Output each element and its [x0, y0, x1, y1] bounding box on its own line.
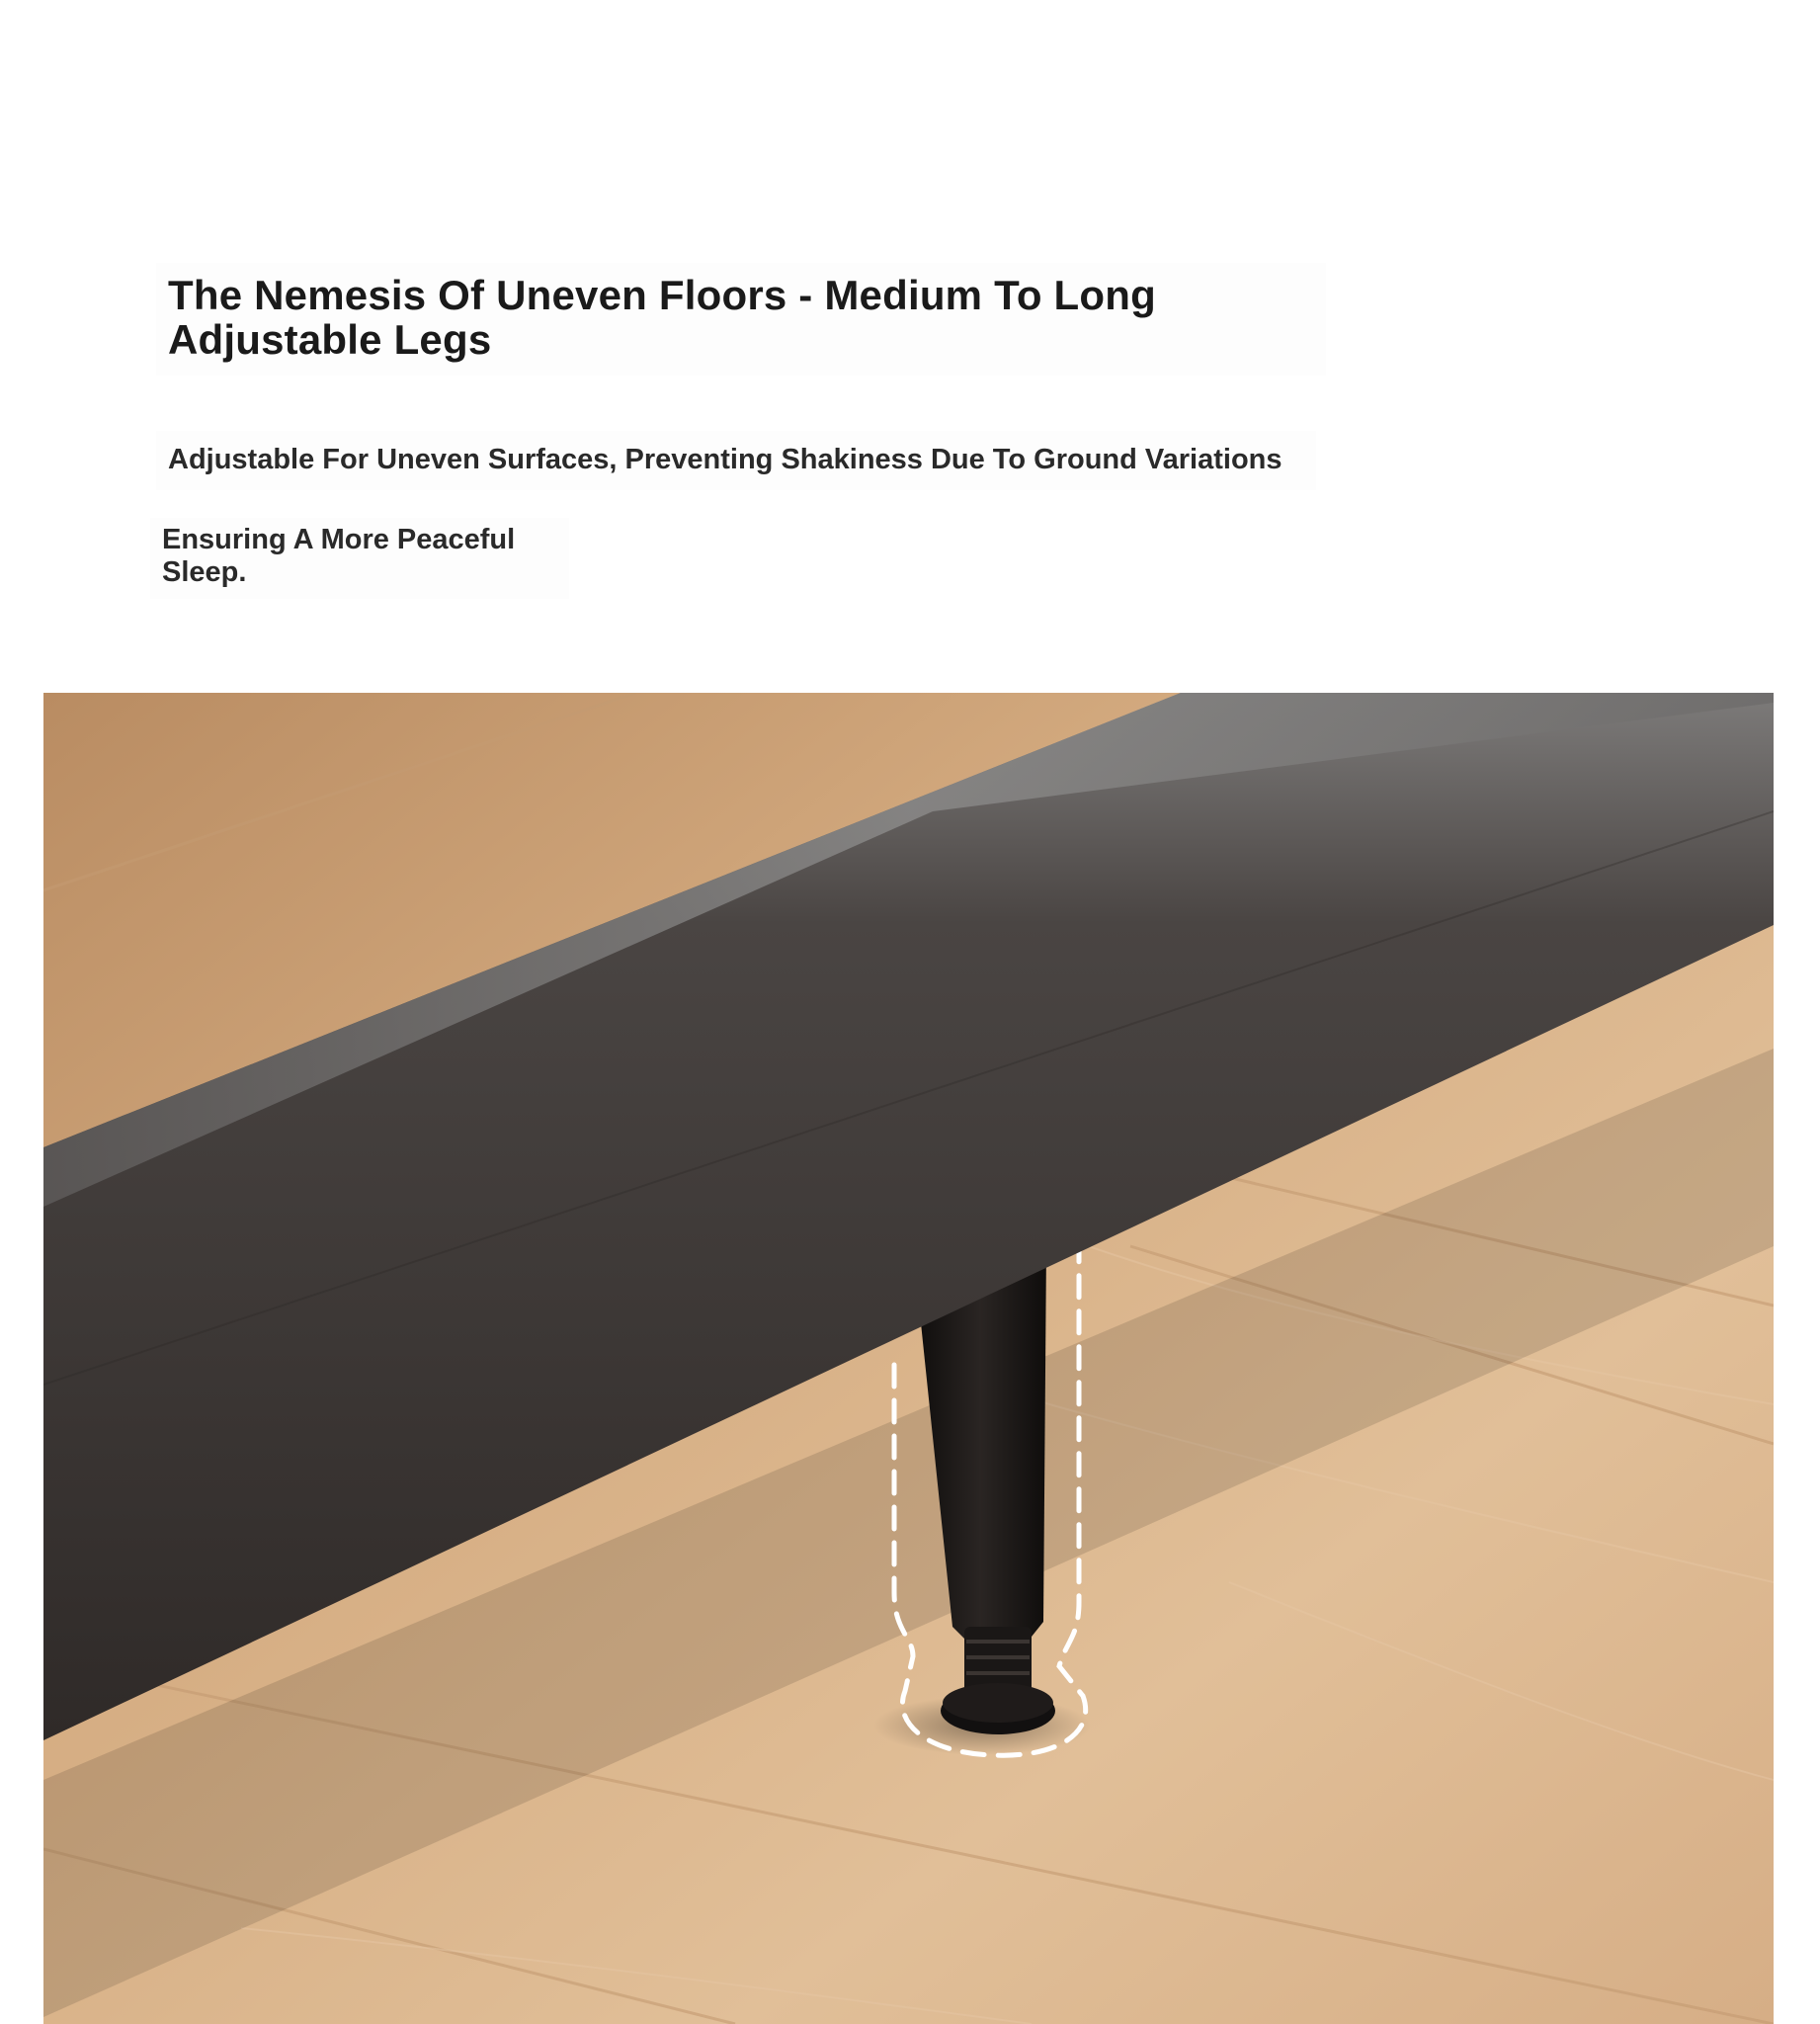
caption-line-2: Sleep.	[162, 556, 247, 588]
subheadline	[156, 431, 1316, 490]
caption	[150, 518, 569, 599]
headline	[156, 263, 1326, 376]
subheadline-text: Adjustable For Uneven Surfaces, Preventing Shakiness Due To Ground Variations	[168, 444, 1282, 475]
caption-line-1: Ensuring A More Peaceful	[162, 524, 516, 555]
headline-line-1: The Nemesis Of Uneven Floors - Medium To Long	[168, 272, 1156, 318]
product-photo	[43, 693, 1774, 2024]
headline-line-2: Adjustable Legs	[168, 316, 492, 363]
bed-frame-adjustable-leg-photo-icon	[43, 693, 1774, 2024]
